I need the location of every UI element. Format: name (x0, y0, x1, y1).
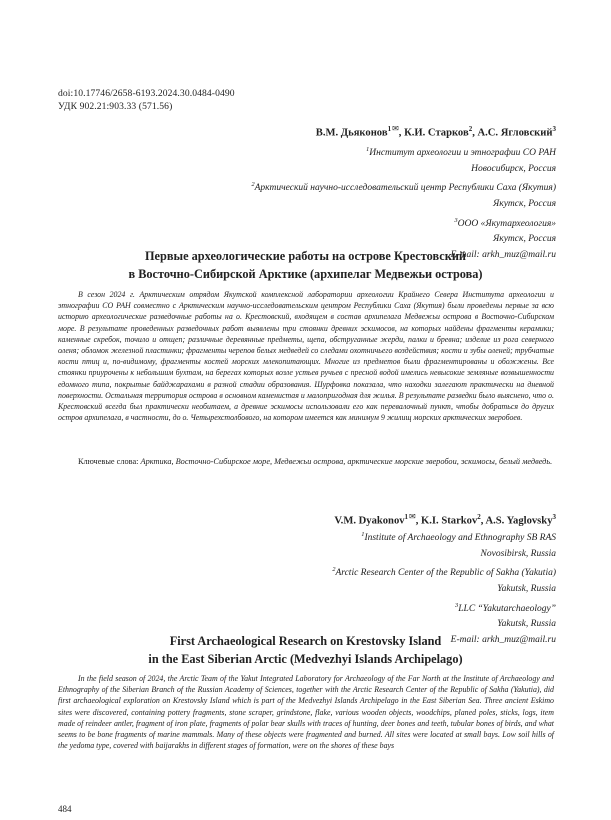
en-affiliation-3: $^3$LLC “Yakutarchaeology” (455, 601, 556, 614)
ru-affiliations (251, 142, 556, 264)
envelope-icon: ✉ (409, 512, 416, 521)
en-affiliation-2-city: Yakutsk, Russia (497, 584, 556, 595)
ru-affiliation-1: $^1$Институт археологии и этнографии СО РАН (366, 146, 556, 159)
en-email: E-mail: arkh_muz@mail.ru (450, 635, 556, 646)
ru-authors: В.М. Дьяконов$^{1✉}$, К.И. Старков$^2$, А.С. Ягловский$^3$ (315, 124, 556, 139)
en-author-3: A.S. Yaglovsky (485, 515, 553, 527)
envelope-icon: ✉ (392, 124, 399, 133)
en-affiliations (332, 527, 556, 649)
en-affiliation-2: $^2$Arctic Research Center of the Republic of Sakha (Yakutia) (332, 566, 556, 579)
en-authors: V.M. Dyakonov$^{1✉}$, K.I. Starkov$^2$, A.S. Yaglovsky$^3$ (334, 512, 556, 527)
ru-author-3: А.С. Ягловский (477, 127, 553, 139)
en-affiliation-1-city: Novosibirsk, Russia (480, 548, 556, 559)
ru-author-2: К.И. Старков (404, 127, 469, 139)
doi: doi:10.17746/2658-6193.2024.30.0484-0490 (58, 88, 235, 99)
en-affiliation-1: $^1$Institute of Archaeology and Ethnography SB RAS (361, 531, 556, 544)
ru-affiliation-2-city: Якутск, Россия (493, 199, 556, 210)
en-title: First Archaeological Research on Krestovsky Island in the East Siberian Arctic (Medvezhyi Islands Archipelago) (148, 634, 463, 666)
en-abstract: In the field season of 2024, the Arctic Team of the Yakut Integrated Laboratory for Archaeology of the Far North at the Institute of Archaeology and Ethnography of the Siberian Branch of the Russian Academy of Sciences, together with the Arctic Research Center of the Republic of Sakha (Yakutia), did first archaeological exploration on Krestovsky Island which is part of the Medvezhyi Islands Archipelago in the East Siberian Sea. Three ancient Eskimo sites were discovered, containing pottery fragments, stone scraper, grindstone, flake, various wooden objects, woodchips, planed poles, sticks, logs, item made of reindeer antler, fragment of iron plate, fragments of polar bear skulls with traces of hunting, deer bones and teeth, tubular bones of birds, and what seems to be bone fragments of marine mammals. Many of these objects were fragmented and burned. All sites were located at small bays. Low soil hills of the yedoma type, covered with baijarakhs in different stages of formation, were on the shores of these bays (58, 674, 554, 751)
ru-affiliation-1-city: Новосибирск, Россия (471, 163, 556, 174)
ru-email: E-mail: arkh_muz@mail.ru (450, 250, 556, 261)
en-author-2: K.I. Starkov (421, 515, 478, 527)
page-number: 484 (58, 804, 72, 814)
ru-affiliation-3: $^3$ООО «Якутархеология» (454, 216, 556, 229)
en-affiliation-3-city: Yakutsk, Russia (497, 619, 556, 630)
udk-code: УДК 902.21:903.33 (571.56) (58, 101, 173, 112)
ru-keywords: Ключевые слова: Арктика, Восточно-Сибирское море, Медвежьи острова, арктические морские зверобои, эскимосы, белый медведь. (78, 457, 553, 466)
ru-affiliation-2: $^2$Арктический научно-исследовательский центр Республики Саха (Якутия) (251, 181, 556, 194)
ru-abstract: В сезон 2024 г. Арктическим отрядом Якутской комплексной лаборатории археологии Крайнего Севера Института археологии и этнографии СО РАН совместно с Арктическим научно-исследовательским центром Республики Саха (Якутия) были проведены первые за всю историю археологические разведочные работы на о. Крестовский, входящем в состав архипелага Медвежьи острова в Восточно-Сибирском море. В результате проведенных разведочных работ выявлены три стоянки древних эскимосов, на которых найдены фрагменты керамики; каменные скребок, точило и отщеп; различные деревянные предметы, щепа, обструганные жерди, палки и бревна; изделие из рога северного оленя; обломок железной пластинки; фрагменты черепов белых медведей со следами охотничьего воздействия; кости и зубы оленей; трубчатые кости птиц и, по-видимому, фрагменты костей морских млекопитающих. Многие из предметов были фрагментированы и обожжены. Все стоянки приурочены к небольшим бухтам, на берегах которых возле устьев ручьев с пресной водой имелись невысокие земляные возвышенности едомного типа, покрытые байджарахами в разной стадии образования. Шурфовка показала, что находки залегают практически на дневной поверхности. Остальная территория острова в основном каменистая и малопригодная для жилья. В результате разведки было выяснено, что о. Крестовский всегда был практически необитаем, а древние эскимосы использовали его как перевалочный пункт, чтобы добраться до других остров архипелага, в частности, до о. Четырехстолбового, на котором имеется как минимум 9 жилищ морских арктических зверобоев. (58, 290, 554, 423)
ru-title: Первые археологические работы на острове Крестовский в Восточно-Сибирской Арктике (архипелаг Медвежьи острова) (128, 249, 483, 281)
en-author-1: V.M. Dyakonov (334, 515, 405, 527)
ru-author-1: В.М. Дьяконов (315, 127, 388, 139)
ru-affiliation-3-city: Якутск, Россия (493, 234, 556, 245)
